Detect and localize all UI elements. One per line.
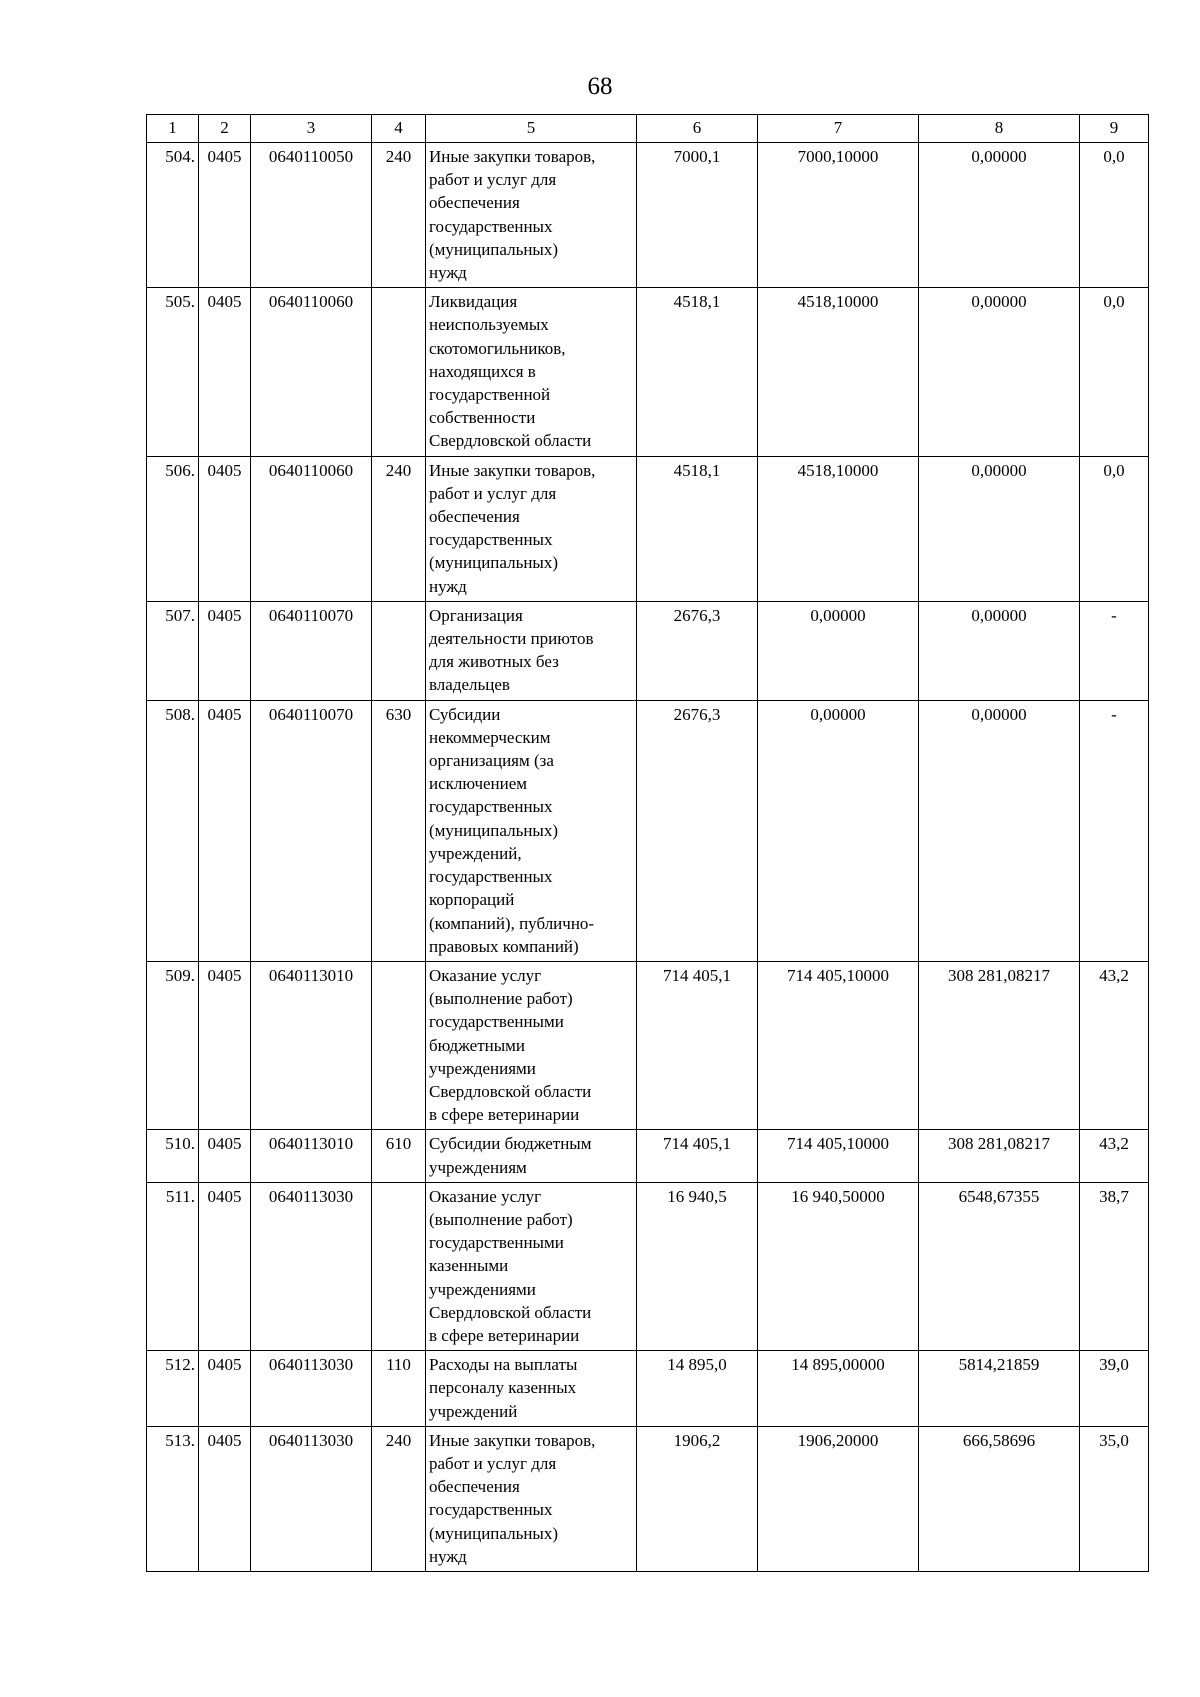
table-row <box>147 961 1149 1129</box>
table-row <box>147 1351 1149 1427</box>
expense-type-code: 240 <box>372 143 426 288</box>
execution-percent: - <box>1080 700 1149 961</box>
executed-amount: 308 281,08217 <box>919 1130 1080 1182</box>
row-number: 511. <box>147 1182 199 1350</box>
item-name-line: обеспечения <box>429 507 520 527</box>
item-name-line: учреждений <box>429 1401 518 1421</box>
item-name-line: собственности <box>429 408 536 428</box>
target-article-code: 0640113010 <box>251 961 372 1129</box>
item-name-line: Иные закупки товаров, <box>429 460 596 480</box>
header-col-5: 5 <box>426 115 637 143</box>
budget-assignment: 4518,10000 <box>758 456 919 601</box>
section-code: 0405 <box>199 700 251 961</box>
item-name-line: нужд <box>429 263 467 283</box>
row-number: 510. <box>147 1130 199 1182</box>
execution-percent: 0,0 <box>1080 288 1149 456</box>
executed-amount: 0,00000 <box>919 700 1080 961</box>
row-number: 512. <box>147 1351 199 1427</box>
approved-amount: 4518,1 <box>637 456 758 601</box>
approved-amount: 16 940,5 <box>637 1182 758 1350</box>
row-number: 507. <box>147 601 199 700</box>
expense-type-code <box>372 288 426 456</box>
item-name-line: правовых компаний) <box>429 936 579 956</box>
section-code: 0405 <box>199 1351 251 1427</box>
budget-assignment: 0,00000 <box>758 601 919 700</box>
expense-type-code: 630 <box>372 700 426 961</box>
item-name-line: государственных <box>429 867 553 887</box>
header-col-1: 1 <box>147 115 199 143</box>
section-code: 0405 <box>199 601 251 700</box>
execution-percent: - <box>1080 601 1149 700</box>
item-name-line: неиспользуемых <box>429 315 549 335</box>
budget-assignment: 0,00000 <box>758 700 919 961</box>
executed-amount: 0,00000 <box>919 288 1080 456</box>
item-name-line: Свердловской области <box>429 1081 592 1101</box>
section-code: 0405 <box>199 456 251 601</box>
item-name-line: Организация <box>429 605 523 625</box>
item-name-line: учреждений, <box>429 843 522 863</box>
header-row <box>147 115 1149 143</box>
execution-percent: 43,2 <box>1080 1130 1149 1182</box>
item-name-line: государственными <box>429 1012 564 1032</box>
header-col-2: 2 <box>199 115 251 143</box>
budget-table <box>146 114 1149 1572</box>
item-name-line: государственной <box>429 385 551 405</box>
execution-percent: 38,7 <box>1080 1182 1149 1350</box>
item-name <box>426 1182 637 1350</box>
item-name-line: владельцев <box>429 675 510 695</box>
header-col-7: 7 <box>758 115 919 143</box>
table-body <box>147 143 1149 1572</box>
item-name-line: Оказание услуг <box>429 1186 542 1206</box>
item-name-line: Субсидии бюджетным <box>429 1134 592 1154</box>
header-col-8: 8 <box>919 115 1080 143</box>
item-name-line: государственными <box>429 1233 564 1253</box>
item-name-line: (муниципальных) <box>429 239 559 259</box>
budget-assignment: 1906,20000 <box>758 1426 919 1571</box>
approved-amount: 2676,3 <box>637 601 758 700</box>
table-row <box>147 601 1149 700</box>
item-name-line: Расходы на выплаты <box>429 1355 578 1375</box>
item-name-line: государственных <box>429 1500 553 1520</box>
item-name-line: (компаний), публично- <box>429 913 595 933</box>
target-article-code: 0640113010 <box>251 1130 372 1182</box>
expense-type-code <box>372 1182 426 1350</box>
executed-amount: 0,00000 <box>919 601 1080 700</box>
execution-percent: 0,0 <box>1080 456 1149 601</box>
row-number: 504. <box>147 143 199 288</box>
target-article-code: 0640110060 <box>251 288 372 456</box>
item-name-line: в сфере ветеринарии <box>429 1105 580 1125</box>
budget-assignment: 14 895,00000 <box>758 1351 919 1427</box>
table-row <box>147 456 1149 601</box>
executed-amount: 0,00000 <box>919 456 1080 601</box>
item-name-line: находящихся в <box>429 361 536 381</box>
item-name-line: Субсидии <box>429 704 501 724</box>
table-row <box>147 1426 1149 1571</box>
item-name-line: обеспечения <box>429 193 520 213</box>
approved-amount: 714 405,1 <box>637 961 758 1129</box>
budget-assignment: 714 405,10000 <box>758 961 919 1129</box>
target-article-code: 0640110070 <box>251 700 372 961</box>
item-name-line: Иные закупки товаров, <box>429 147 596 166</box>
item-name <box>426 601 637 700</box>
item-name-line: нужд <box>429 1546 467 1566</box>
row-number: 505. <box>147 288 199 456</box>
item-name-line: (муниципальных) <box>429 553 559 573</box>
table-header <box>147 115 1149 143</box>
target-article-code: 0640113030 <box>251 1426 372 1571</box>
item-name-line: нужд <box>429 576 467 596</box>
expense-type-code: 610 <box>372 1130 426 1182</box>
executed-amount: 0,00000 <box>919 143 1080 288</box>
target-article-code: 0640110050 <box>251 143 372 288</box>
item-name-line: персоналу казенных <box>429 1378 577 1398</box>
expense-type-code <box>372 961 426 1129</box>
approved-amount: 4518,1 <box>637 288 758 456</box>
item-name-line: учреждениями <box>429 1279 536 1299</box>
execution-percent: 39,0 <box>1080 1351 1149 1427</box>
item-name-line: (муниципальных) <box>429 820 559 840</box>
item-name-line: организациям (за <box>429 751 554 771</box>
header-col-3: 3 <box>251 115 372 143</box>
row-number: 506. <box>147 456 199 601</box>
item-name-line: деятельности приютов <box>429 629 594 649</box>
header-col-6: 6 <box>637 115 758 143</box>
table-row <box>147 1182 1149 1350</box>
budget-assignment: 714 405,10000 <box>758 1130 919 1182</box>
executed-amount: 5814,21859 <box>919 1351 1080 1427</box>
item-name-line: скотомогильников, <box>429 338 566 358</box>
table-row <box>147 1130 1149 1182</box>
expense-type-code: 240 <box>372 456 426 601</box>
budget-assignment: 16 940,50000 <box>758 1182 919 1350</box>
execution-percent: 35,0 <box>1080 1426 1149 1571</box>
item-name-line: для животных без <box>429 652 559 672</box>
item-name-line: государственных <box>429 797 553 817</box>
item-name-line: работ и услуг для <box>429 170 557 190</box>
item-name-line: работ и услуг для <box>429 1453 557 1473</box>
row-number: 513. <box>147 1426 199 1571</box>
row-number: 508. <box>147 700 199 961</box>
item-name-line: обеспечения <box>429 1477 520 1497</box>
item-name-line: некоммерческим <box>429 727 551 747</box>
item-name-line: (выполнение работ) <box>429 1209 573 1229</box>
item-name-line: Свердловской области <box>429 1302 592 1322</box>
item-name-line: государственных <box>429 216 553 236</box>
item-name <box>426 700 637 961</box>
target-article-code: 0640113030 <box>251 1351 372 1427</box>
execution-percent: 43,2 <box>1080 961 1149 1129</box>
approved-amount: 1906,2 <box>637 1426 758 1571</box>
item-name <box>426 1351 637 1427</box>
target-article-code: 0640113030 <box>251 1182 372 1350</box>
item-name-line: Оказание услуг <box>429 965 542 985</box>
expense-type-code: 110 <box>372 1351 426 1427</box>
item-name-line: Свердловской области <box>429 431 592 451</box>
section-code: 0405 <box>199 143 251 288</box>
item-name-line: работ и услуг для <box>429 483 557 503</box>
table-row <box>147 143 1149 288</box>
item-name <box>426 456 637 601</box>
target-article-code: 0640110070 <box>251 601 372 700</box>
item-name-line: в сфере ветеринарии <box>429 1325 580 1345</box>
budget-assignment: 4518,10000 <box>758 288 919 456</box>
item-name-line: учреждениям <box>429 1157 527 1177</box>
item-name <box>426 143 637 288</box>
budget-assignment: 7000,10000 <box>758 143 919 288</box>
row-number: 509. <box>147 961 199 1129</box>
executed-amount: 308 281,08217 <box>919 961 1080 1129</box>
header-col-9: 9 <box>1080 115 1149 143</box>
item-name-line: (выполнение работ) <box>429 989 573 1009</box>
section-code: 0405 <box>199 1426 251 1571</box>
item-name-line: исключением <box>429 774 528 794</box>
section-code: 0405 <box>199 1130 251 1182</box>
execution-percent: 0,0 <box>1080 143 1149 288</box>
table-row <box>147 288 1149 456</box>
approved-amount: 7000,1 <box>637 143 758 288</box>
section-code: 0405 <box>199 1182 251 1350</box>
item-name-line: Иные закупки товаров, <box>429 1430 596 1450</box>
approved-amount: 14 895,0 <box>637 1351 758 1427</box>
item-name <box>426 1426 637 1571</box>
table-row <box>147 700 1149 961</box>
item-name <box>426 288 637 456</box>
header-col-4: 4 <box>372 115 426 143</box>
item-name-line: учреждениями <box>429 1058 536 1078</box>
item-name-line: Ликвидация <box>429 292 518 312</box>
item-name-line: бюджетными <box>429 1035 526 1055</box>
executed-amount: 666,58696 <box>919 1426 1080 1571</box>
target-article-code: 0640110060 <box>251 456 372 601</box>
executed-amount: 6548,67355 <box>919 1182 1080 1350</box>
page-number: 68 <box>587 73 613 100</box>
item-name <box>426 1130 637 1182</box>
item-name-line: (муниципальных) <box>429 1523 559 1543</box>
expense-type-code: 240 <box>372 1426 426 1571</box>
approved-amount: 714 405,1 <box>637 1130 758 1182</box>
section-code: 0405 <box>199 961 251 1129</box>
section-code: 0405 <box>199 288 251 456</box>
approved-amount: 2676,3 <box>637 700 758 961</box>
item-name-line: казенными <box>429 1256 509 1276</box>
expense-type-code <box>372 601 426 700</box>
item-name <box>426 961 637 1129</box>
item-name-line: государственных <box>429 530 553 550</box>
item-name-line: корпораций <box>429 890 515 910</box>
